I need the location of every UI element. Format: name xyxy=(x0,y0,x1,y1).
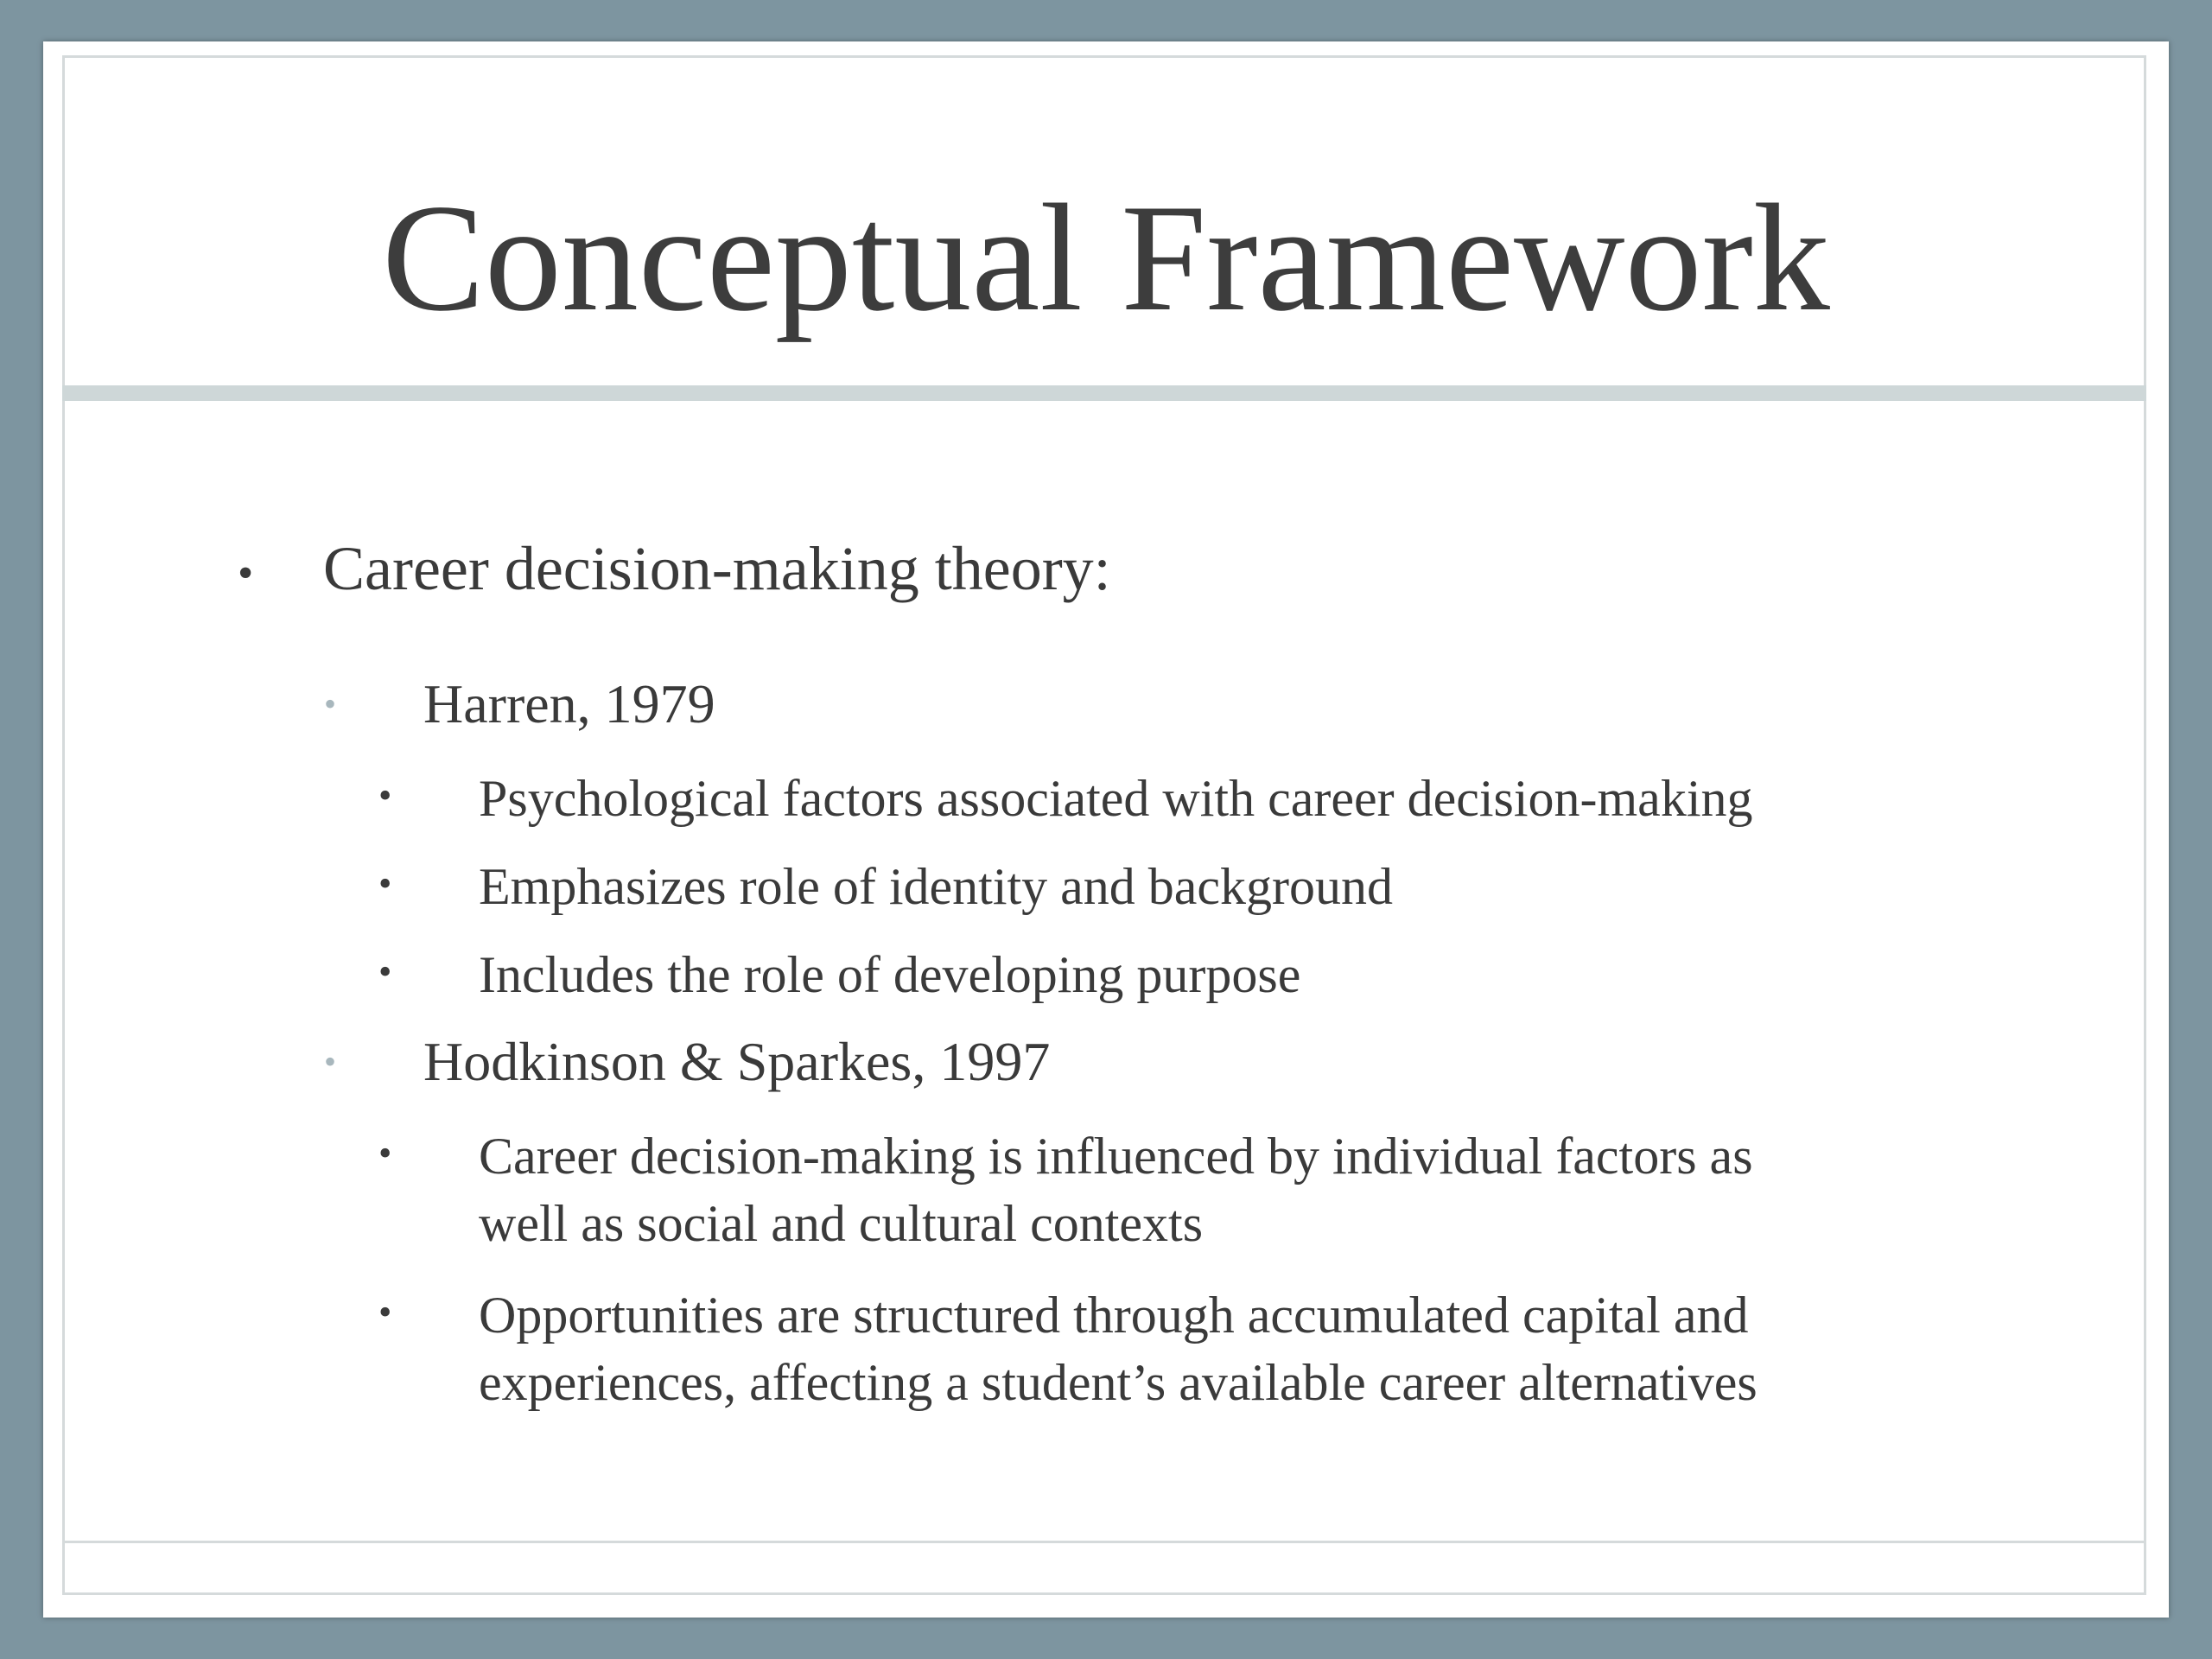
detail-text: Includes the role of developing purpose xyxy=(479,946,1301,1003)
sub-bullet-icon: • xyxy=(324,1042,337,1081)
slide-content xyxy=(43,41,2169,1618)
detail-text-continued: experiences, affecting a student’s available career alternatives xyxy=(479,1354,1758,1411)
detail-text: Psychological factors associated with career decision-making xyxy=(479,770,1753,827)
footer-divider xyxy=(62,1541,2146,1543)
slide xyxy=(43,41,2169,1618)
detail-text: Emphasizes role of identity and background xyxy=(479,858,1394,915)
slide-title: Conceptual Framework xyxy=(382,172,1830,343)
bullet-icon: • xyxy=(378,1291,392,1333)
bullet-icon: • xyxy=(378,862,392,905)
detail-text-continued: well as social and cultural contexts xyxy=(479,1195,1204,1252)
sub-bullet-text: Harren, 1979 xyxy=(423,673,715,734)
bullet-icon: • xyxy=(238,549,254,598)
bullet-text: Career decision-making theory: xyxy=(323,534,1111,603)
sub-bullet-text: Hodkinson & Sparkes, 1997 xyxy=(423,1031,1051,1092)
detail-text: Opportunities are structured through accumulated capital and xyxy=(479,1287,1749,1344)
bullet-icon: • xyxy=(378,774,392,817)
detail-text: Career decision-making is influenced by individual factors as xyxy=(479,1128,1753,1185)
sub-bullet-icon: • xyxy=(324,684,337,723)
bullet-icon: • xyxy=(378,1132,392,1174)
bullet-icon: • xyxy=(378,950,392,993)
